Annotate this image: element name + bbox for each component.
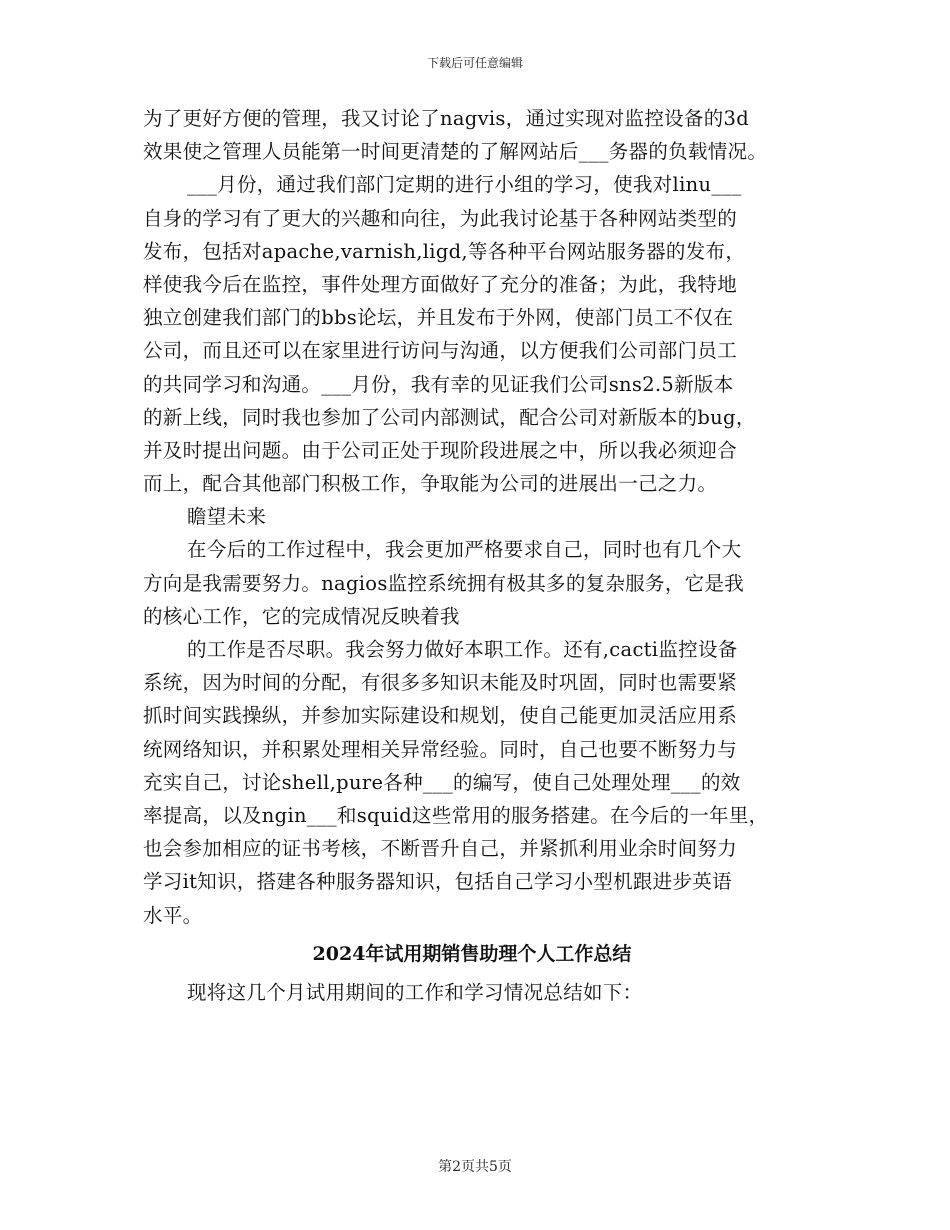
text-line: 也会参加相应的证书考核，不断晋升自己，并紧抓利用业余时间努力 bbox=[143, 837, 738, 861]
text-line: 自身的学习有了更大的兴趣和向往，为此我讨论基于各种网站类型的 bbox=[143, 206, 738, 230]
text-line: 独立创建我们部门的bbs论坛，并且发布于外网，使部门员工不仅在 bbox=[143, 306, 734, 330]
text-line: 为了更好方便的管理，我又讨论了nagvis，通过实现对监控设备的3d bbox=[143, 107, 750, 130]
text-line: 并及时提出问题。由于公司正处于现阶段进展之中，所以我必须迎合 bbox=[143, 438, 738, 462]
page-header: 下载后可任意编辑 bbox=[426, 56, 523, 70]
text-line: 而上，配合其他部门积极工作，争取能为公司的进展出一己之力。 bbox=[143, 472, 718, 496]
text-line: 系统，因为时间的分配，有很多多知识未能及时巩固，同时也需要紧 bbox=[143, 671, 738, 695]
text-line: 在今后的工作过程中，我会更加严格要求自己，同时也有几个大 bbox=[187, 538, 742, 562]
text-line: 率提高，以及ngin___和squid这些常用的服务搭建。在今后的一年里， bbox=[143, 803, 769, 827]
text-line: 现将这几个月试用期间的工作和学习情况总结如下： bbox=[187, 980, 643, 1004]
text-line: 学习it知识，搭建各种服务器知识，包括自己学习小型机跟进步英语 bbox=[143, 870, 732, 894]
text-line: 抓时间实践操纵，并参加实际建设和规划，使自己能更加灵活应用系 bbox=[143, 704, 738, 728]
page-footer: 第2页共5页 bbox=[438, 1159, 512, 1175]
section-heading: 瞻望未来 bbox=[187, 505, 267, 529]
text-line: 效果使之管理人员能第一时间更清楚的了解网站后___务器的负载情况。 bbox=[143, 140, 768, 164]
text-line: 方向是我需要努力。nagios监控系统拥有极其多的复杂服务，它是我 bbox=[143, 571, 745, 595]
document-body bbox=[143, 102, 823, 1009]
text-line: ___月份，通过我们部门定期的进行小组的学习，使我对linu___ bbox=[187, 173, 742, 197]
text-line: 的共同学习和沟通。___月份，我有幸的见证我们公司sns2.5新版本 bbox=[143, 372, 734, 396]
text-line: 统网络知识，并积累处理相关异常经验。同时，自己也要不断努力与 bbox=[143, 737, 738, 761]
text-line: 公司，而且还可以在家里进行访问与沟通，以方便我们公司部门员工 bbox=[143, 339, 738, 363]
text-line: 发布，包括对apache,varnish,ligd,等各种平台网站服务器的发布， bbox=[143, 239, 746, 263]
text-line: 的核心工作，它的完成情况反映着我 bbox=[143, 604, 460, 628]
text-line: 样使我今后在监控，事件处理方面做好了充分的准备；为此，我特地 bbox=[143, 272, 738, 296]
text-line: 的新上线，同时我也参加了公司内部测试，配合公司对新版本的bug， bbox=[143, 405, 756, 429]
document-title: 2024年试用期销售助理个人工作总结 bbox=[312, 942, 632, 965]
text-line: 的工作是否尽职。我会努力做好本职工作。还有,cacti监控设备 bbox=[187, 638, 738, 661]
text-line: 充实自己，讨论shell,pure各种___的编写，使自己处理处理___的效 bbox=[143, 770, 741, 794]
text-line: 水平。 bbox=[143, 903, 203, 927]
